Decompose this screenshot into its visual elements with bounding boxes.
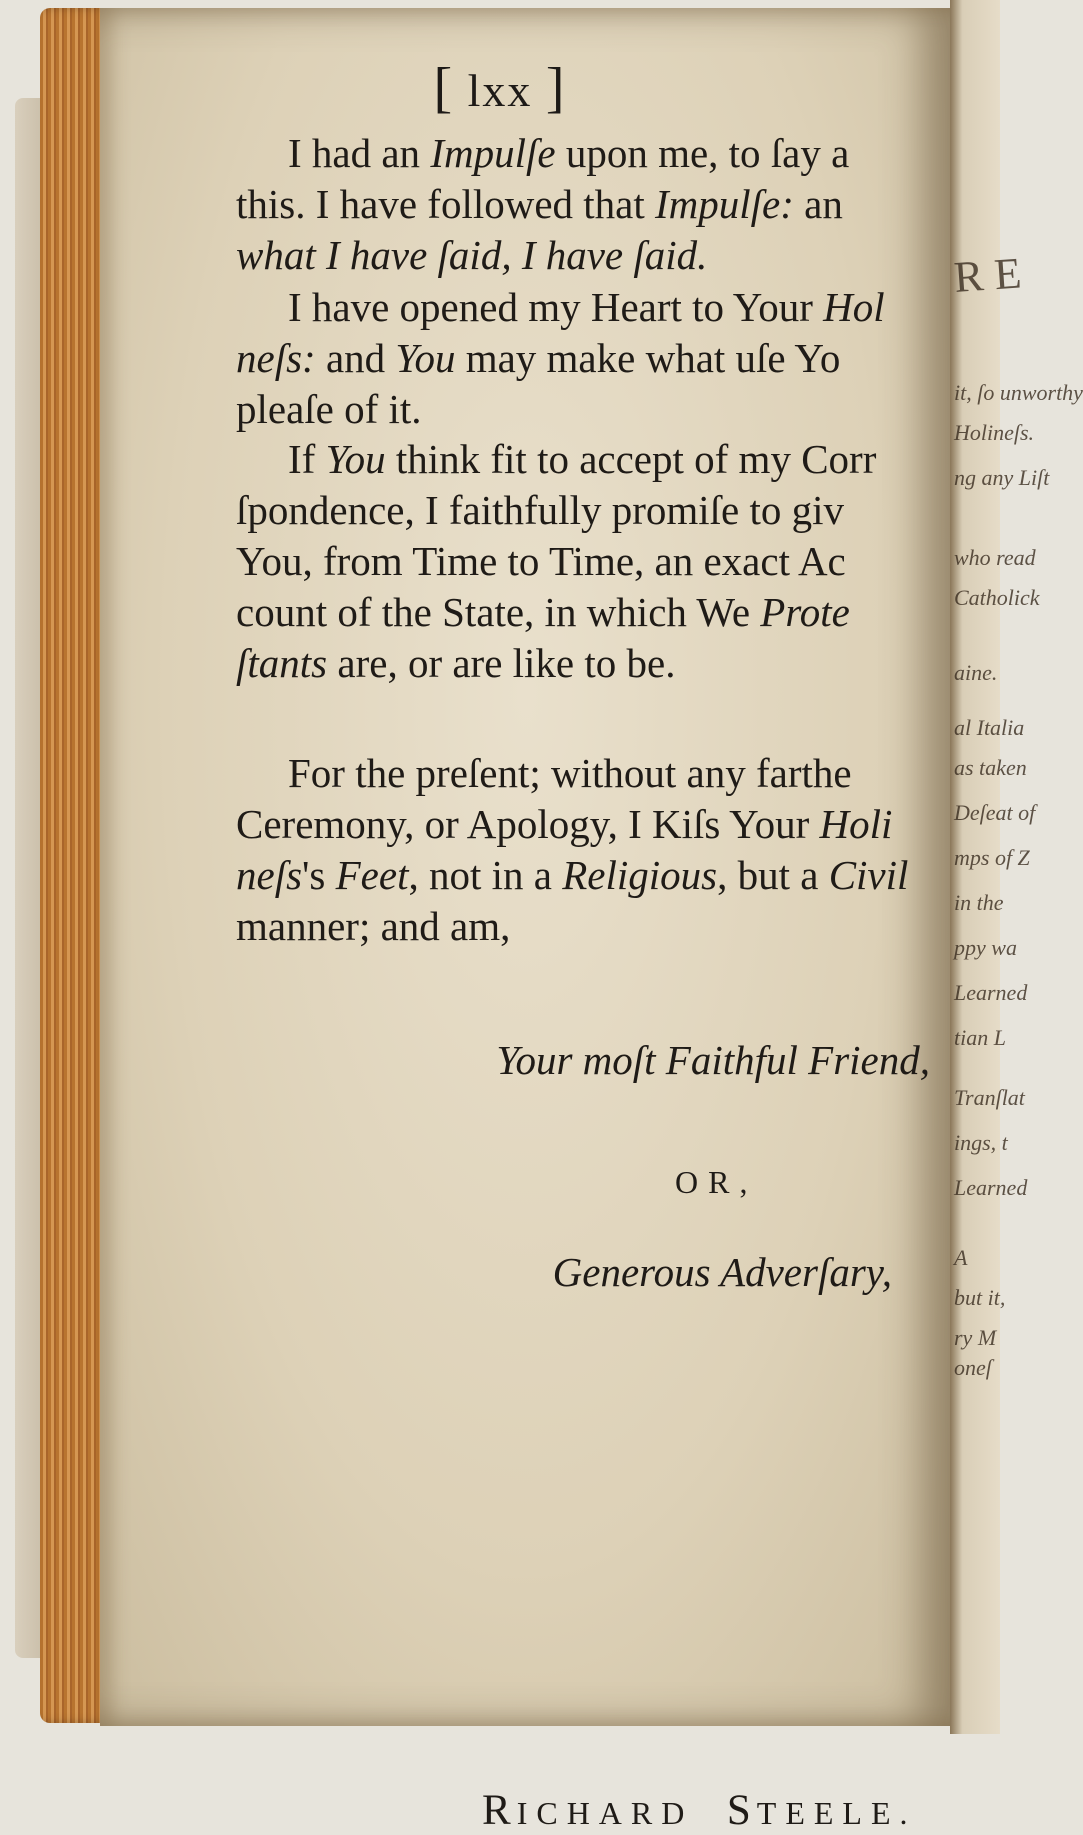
italic-run: Hol [823, 284, 885, 330]
facing-page-fragment: A [954, 1245, 968, 1270]
closing-friend: Your moſt Faithful Friend, [496, 1037, 930, 1083]
signature-last-rest: TEELE. [756, 1795, 917, 1831]
text-line [236, 282, 948, 333]
page-number-header: [ lxx ] [433, 57, 567, 119]
text-run: ſpondence, I faithfully promiſe to giv [236, 487, 845, 533]
facing-page-fragment: mps of Z [954, 845, 1030, 870]
text-run: You, from Time to Time, an exact Ac [236, 538, 846, 584]
facing-page-fragment: it, ſo unworthy [954, 380, 1083, 405]
signature-last-initial: S [726, 1787, 757, 1834]
text-run: I had an [288, 130, 431, 176]
paragraph [236, 434, 948, 689]
text-line [236, 587, 948, 638]
text-line [236, 901, 948, 952]
text-run: an [793, 181, 843, 227]
signature-first-rest: ICHARD [516, 1795, 694, 1831]
italic-run: Holi [819, 801, 893, 847]
italic-run: Civil [828, 852, 909, 898]
italic-run: ſtants [236, 640, 328, 686]
italic-run: neſs: [236, 335, 316, 381]
closing-adversary: Generous Adverſary, [552, 1249, 892, 1295]
italic-run: what I have ſaid, I have ſaid. [236, 232, 708, 278]
text-line [236, 333, 948, 384]
text-run: If [288, 436, 326, 482]
text-line [236, 384, 948, 435]
signature [482, 1786, 917, 1835]
facing-page-fragment: R E [952, 248, 1023, 303]
closing-or: OR, [675, 1164, 758, 1200]
letter-body [236, 128, 948, 1028]
text-run: For the preſent; without any farthe [288, 750, 852, 796]
italic-run: You [395, 335, 456, 381]
facing-page-strip [950, 0, 1083, 1734]
facing-page-fragment: aine. [954, 660, 998, 685]
facing-page-fragment: Deſeat of [954, 800, 1036, 825]
text-run: manner; and am, [236, 903, 511, 949]
text-run: upon me, to ſay a [555, 130, 850, 176]
paragraph [236, 748, 948, 952]
italic-run: neſs [236, 852, 303, 898]
facing-page-fragment: who read [954, 545, 1036, 570]
text-line [236, 485, 948, 536]
facing-page-fragment: Holineſs. [954, 420, 1035, 445]
facing-page-fragment: but it, [954, 1285, 1006, 1310]
italic-run: Religious [562, 852, 718, 898]
signature-first-initial: R [482, 1787, 517, 1834]
text-line [236, 536, 948, 587]
facing-page-fragment: ry M [954, 1325, 997, 1350]
text-run: I have opened my Heart to Your [288, 284, 824, 330]
facing-page-fragment: oneſ [954, 1355, 992, 1380]
text-run: 's [302, 852, 336, 898]
italic-run: You [325, 436, 386, 482]
italic-run: Feet [335, 852, 409, 898]
text-run: and [315, 335, 396, 381]
text-line [236, 799, 948, 850]
facing-page-fragment: ppy wa [954, 935, 1017, 960]
italic-run: Impulſe [430, 130, 556, 176]
facing-page-fragment: Learned [954, 980, 1028, 1005]
text-run: may make what uſe Yo [455, 335, 841, 381]
facing-page-fragment: Learned [954, 1175, 1028, 1200]
facing-page-fragment: ng any Liſt [954, 465, 1050, 490]
page-number: lxx [467, 65, 533, 116]
paragraph [236, 282, 948, 435]
facing-page-fragment: Catholick [954, 585, 1040, 610]
text-line [236, 850, 948, 901]
italic-run: Impulſe: [655, 181, 794, 227]
facing-page-fragment: in the [954, 890, 1004, 915]
text-line [236, 638, 948, 689]
text-line [236, 179, 948, 230]
text-run: count of the State, in which We [236, 589, 761, 635]
text-run: pleaſe of it. [236, 386, 422, 432]
text-line [236, 230, 948, 281]
text-line [236, 434, 948, 485]
text-run: , not in a [408, 852, 563, 898]
facing-page-fragment: ings, t [954, 1130, 1008, 1155]
facing-page-fragment: tian L [954, 1025, 1006, 1050]
text-run: are, or are like to be. [327, 640, 676, 686]
text-line [236, 748, 948, 799]
text-run: think fit to accept of my Corr [385, 436, 877, 482]
text-line [236, 128, 948, 179]
text-run: this. I have followed that [236, 181, 656, 227]
text-run: Ceremony, or Apology, I Kiſs Your [236, 801, 820, 847]
paragraph [236, 128, 948, 281]
facing-page-fragment: as taken [954, 755, 1027, 780]
facing-page-fragment: Tranſlat [954, 1085, 1025, 1110]
facing-page-fragment: al Italia [954, 715, 1025, 740]
text-run: , but a [717, 852, 829, 898]
italic-run: Prote [760, 589, 850, 635]
